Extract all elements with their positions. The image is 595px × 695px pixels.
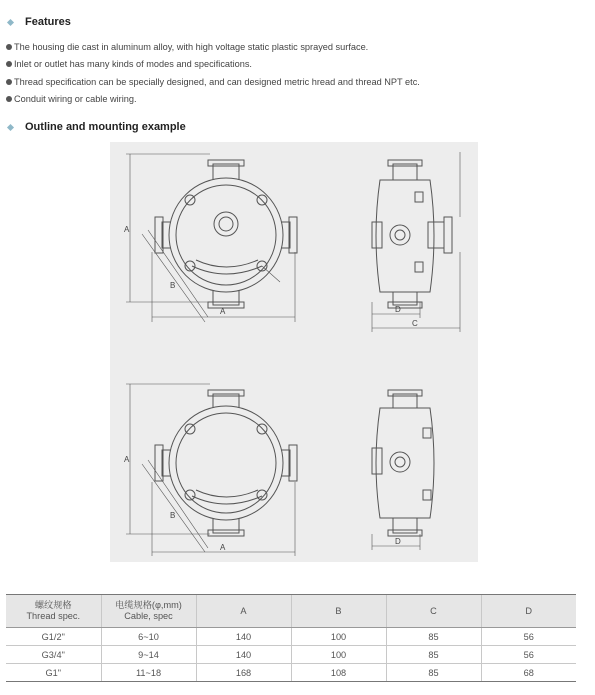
feature-item <box>6 91 420 109</box>
spec-table <box>6 594 576 682</box>
dim-label-a: A <box>220 543 226 552</box>
table-cell: 56 <box>481 646 576 664</box>
side-view-4-way <box>372 152 460 332</box>
feature-item <box>6 38 420 56</box>
table-cell: 108 <box>291 664 386 682</box>
features-heading <box>6 16 71 28</box>
table-cell: 85 <box>386 628 481 646</box>
header-cable-spec: 电缆规格(φ,mm) Cable, spec <box>101 595 196 628</box>
table-cell: 85 <box>386 664 481 682</box>
header-d: D <box>481 595 576 628</box>
table-row <box>6 628 576 646</box>
table-cell: 9~14 <box>101 646 196 664</box>
feature-text: The housing die cast in aluminum alloy, with high voltage static plastic sprayed surface. <box>14 41 369 52</box>
outline-heading-text: Outline and mounting example <box>25 121 186 133</box>
outline-drawing-panel <box>110 142 478 562</box>
table-cell: 11~18 <box>101 664 196 682</box>
table-cell: G3/4" <box>6 646 101 664</box>
outline-heading <box>6 121 186 133</box>
outline-drawing <box>110 142 478 562</box>
table-header-row <box>6 595 576 628</box>
table-cell: G1" <box>6 664 101 682</box>
table-cell: 140 <box>196 628 291 646</box>
header-thread-spec: 螺纹规格 Thread spec. <box>6 595 101 628</box>
dim-label-a: A <box>220 307 226 316</box>
front-view-4-way <box>126 154 297 322</box>
dim-label-b: B <box>170 281 176 290</box>
diamond-bullet-icon <box>7 123 14 130</box>
side-view-3-way <box>372 390 434 550</box>
table-cell: G1/2" <box>6 628 101 646</box>
dim-label-a: A <box>124 225 130 234</box>
bullet-icon <box>6 61 12 67</box>
table-cell: 68 <box>481 664 576 682</box>
feature-item <box>6 73 420 91</box>
feature-text: Thread specification can be specially designed, and can designed metric hread and thread NPT etc. <box>14 76 420 87</box>
feature-text: Conduit wiring or cable wiring. <box>14 94 137 105</box>
table-cell: 6~10 <box>101 628 196 646</box>
diamond-bullet-icon <box>7 18 14 25</box>
features-heading-text: Features <box>25 16 71 28</box>
table-row <box>6 646 576 664</box>
header-c: C <box>386 595 481 628</box>
table-row <box>6 664 576 682</box>
table-cell: 140 <box>196 646 291 664</box>
table-cell: 100 <box>291 646 386 664</box>
feature-item <box>6 56 420 74</box>
bullet-icon <box>6 96 12 102</box>
table-cell: 100 <box>291 628 386 646</box>
bullet-icon <box>6 79 12 85</box>
header-b: B <box>291 595 386 628</box>
dim-label-b: B <box>170 511 176 520</box>
dim-label-d: D <box>395 537 401 546</box>
bullet-icon <box>6 44 12 50</box>
table-cell: 85 <box>386 646 481 664</box>
feature-text: Inlet or outlet has many kinds of modes and specifications. <box>14 59 252 70</box>
dim-label-c: C <box>412 319 418 328</box>
dim-label-a: A <box>124 455 130 464</box>
features-list <box>6 38 420 108</box>
table-cell: 56 <box>481 628 576 646</box>
front-view-3-way <box>126 384 297 556</box>
header-a: A <box>196 595 291 628</box>
table-cell: 168 <box>196 664 291 682</box>
dim-label-d: D <box>395 305 401 314</box>
